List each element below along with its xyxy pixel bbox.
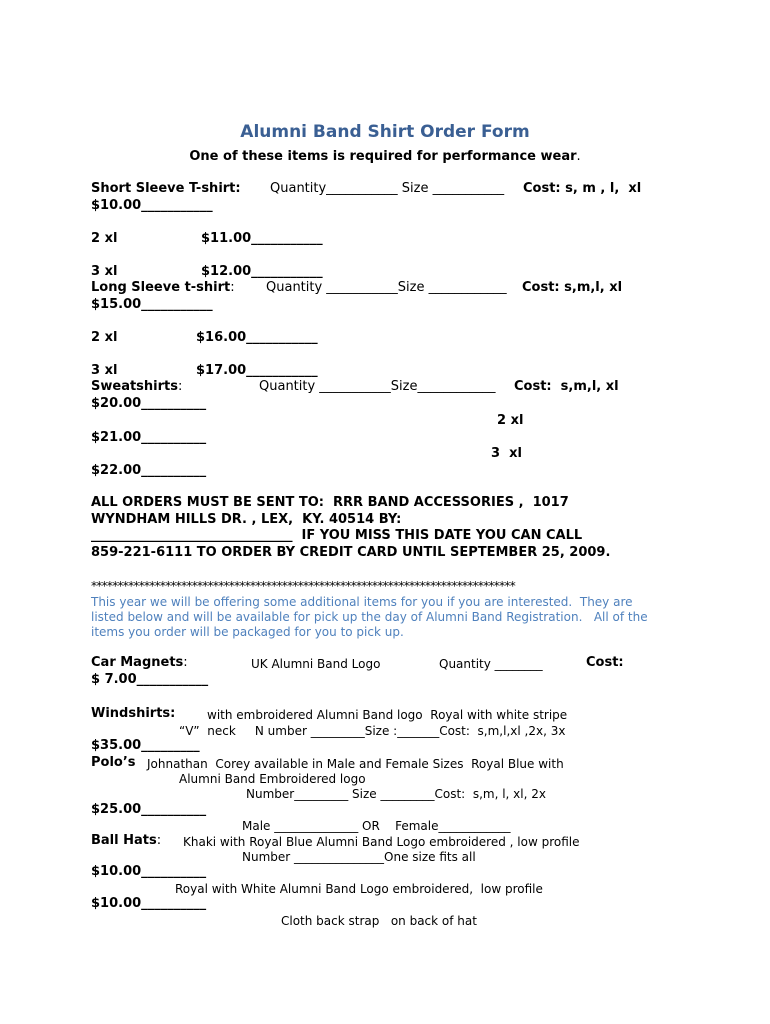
orders-line-2: WYNDHAM HILLS DR. , LEX, KY. 40514 BY: [91, 512, 402, 527]
long-sleeve-price-1: $15.00___________ [91, 297, 213, 312]
asterisk-divider: ******************************************************************************** [91, 579, 516, 593]
page-title: Alumni Band Shirt Order Form [240, 122, 530, 142]
long-sleeve-size-3: 3 xl [91, 363, 118, 378]
windshirts-price: $35.00_________ [91, 738, 200, 753]
sweatshirts-colon: : [178, 379, 183, 394]
ball-hats-label-text: Ball Hats [91, 833, 157, 848]
sweatshirts-price-2: $21.00__________ [91, 430, 207, 445]
long-sleeve-fields: Quantity ___________Size ____________ [266, 280, 507, 295]
subtitle-text: One of these items is required for performance wear [189, 149, 577, 164]
long-sleeve-price-2: $16.00___________ [196, 330, 318, 345]
long-sleeve-size-2: 2 xl [91, 330, 118, 345]
short-sleeve-fields: Quantity___________ Size ___________ [270, 181, 505, 196]
magnets-colon: : [183, 655, 188, 670]
orders-line-4: 859-221-6111 TO ORDER BY CREDIT CARD UNTIL SEPTEMBER 25, 2009. [91, 545, 611, 560]
short-sleeve-price-3: $12.00___________ [201, 264, 323, 279]
additional-line-2: listed below and will be available for pick up the day of Alumni Band Registration. All of the [91, 610, 648, 624]
windshirts-desc: with embroidered Alumni Band logo Royal with white stripe [207, 708, 568, 722]
sweatshirts-fields: Quantity ___________Size____________ [259, 379, 496, 394]
polos-desc-2: Alumni Band Embroidered logo [179, 772, 366, 786]
ball-hats-price-2: $10.00__________ [91, 896, 207, 911]
polos-desc: Johnathan Corey available in Male and Female Sizes Royal Blue with [147, 757, 564, 771]
ball-hats-colon: : [156, 833, 162, 848]
sweatshirts-size-2: 2 xl [497, 413, 524, 428]
additional-line-1: This year we will be offering some additional items for you if you are interested. They are [91, 595, 633, 609]
subtitle [0, 149, 770, 165]
short-sleeve-size-2: 2 xl [91, 231, 118, 246]
sweatshirts-price-1: $20.00__________ [91, 396, 207, 411]
short-sleeve-price-2: $11.00___________ [201, 231, 323, 246]
ball-hats-strap-note: Cloth back strap on back of hat [281, 914, 477, 928]
short-sleeve-price-1: $10.00___________ [91, 198, 213, 213]
short-sleeve-size-3: 3 xl [91, 264, 118, 279]
magnets-quantity: Quantity ________ [439, 657, 543, 671]
sweatshirts-size-3: 3 xl [491, 446, 522, 461]
short-sleeve-cost: Cost: s, m , l, xl [523, 181, 642, 196]
magnets-label-text: Car Magnets [91, 655, 184, 670]
magnets-price: $ 7.00___________ [91, 672, 209, 687]
sweatshirts-label [91, 379, 182, 395]
orders-line-1: ALL ORDERS MUST BE SENT TO: RRR BAND ACCESSORIES , 1017 [91, 495, 569, 510]
long-sleeve-label-text: Long Sleeve t-shirt [91, 280, 231, 295]
magnets-logo: UK Alumni Band Logo [251, 657, 381, 671]
long-sleeve-cost: Cost: s,m,l, xl [522, 280, 623, 295]
orders-line-3: _______________________________ IF YOU MISS THIS DATE YOU CAN CALL [91, 528, 583, 543]
sweatshirts-cost: Cost: s,m,l, xl [514, 379, 619, 394]
ball-hats-desc: Khaki with Royal Blue Alumni Band Logo embroidered , low profile [183, 835, 580, 849]
long-sleeve-label [91, 280, 235, 296]
long-sleeve-colon: : [230, 280, 235, 295]
ball-hats-order-line: Number _______________One size fits all [242, 850, 476, 864]
magnets-cost: Cost: [586, 655, 624, 670]
ball-hats-label [91, 833, 161, 849]
windshirts-label: Windshirts: [91, 706, 176, 721]
sweatshirts-label-text: Sweatshirts [91, 379, 178, 394]
additional-line-3: items you order will be packaged for you to pick up. [91, 625, 404, 639]
long-sleeve-price-3: $17.00___________ [196, 363, 318, 378]
short-sleeve-label: Short Sleeve T-shirt: [91, 181, 241, 196]
polos-order-line: Number_________ Size _________Cost: s,m, l, xl, 2x [246, 787, 546, 801]
windshirts-order-line: “V” neck N umber _________Size :_______Cost: s,m,l,xl ,2x, 3x [179, 724, 566, 738]
subtitle-period: . [576, 149, 581, 164]
polos-gender-line: Male ______________ OR Female____________ [242, 819, 511, 833]
magnets-label [91, 655, 188, 671]
sweatshirts-price-3: $22.00__________ [91, 463, 207, 478]
polos-price: $25.00__________ [91, 802, 207, 817]
ball-hats-price-1: $10.00__________ [91, 864, 207, 879]
ball-hats-desc-2: Royal with White Alumni Band Logo embroidered, low profile [175, 882, 543, 896]
polos-label: Polo’s [91, 755, 136, 770]
